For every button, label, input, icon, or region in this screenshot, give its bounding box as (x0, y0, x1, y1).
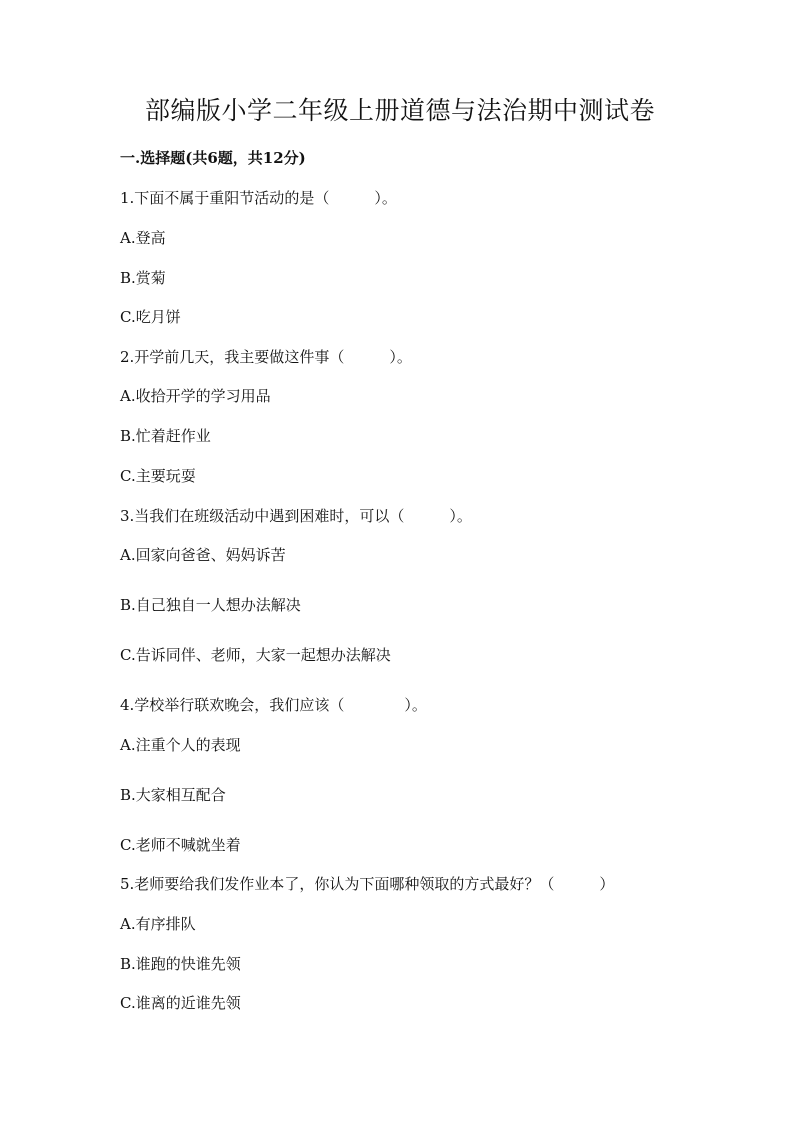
question-3-option-c: C.告诉同伴、老师，大家一起想办法解决 (120, 646, 391, 664)
question-1-option-a: A.登高 (120, 229, 166, 247)
question-3-option-a: A.回家向爸爸、妈妈诉苦 (120, 546, 286, 564)
question-5-option-c: C.谁离的近谁先领 (120, 994, 241, 1012)
question-4-option-c: C.老师不喊就坐着 (120, 836, 241, 854)
question-1-option-b: B.赏菊 (120, 269, 166, 287)
question-5-option-a: A.有序排队 (120, 915, 196, 933)
question-5-stem: 5.老师要给我们发作业本了，你认为下面哪种领取的方式最好？（ ） (120, 875, 615, 893)
question-1-option-c: C.吃月饼 (120, 308, 181, 326)
question-4-option-a: A.注重个人的表现 (120, 736, 241, 754)
question-5-option-b: B.谁跑的快谁先领 (120, 955, 241, 973)
section-heading: 一.选择题(共6题，共12分) (120, 149, 306, 167)
page-title: 部编版小学二年级上册道德与法治期中测试卷 (144, 96, 655, 125)
question-2-stem: 2.开学前几天，我主要做这件事（ ）。 (120, 348, 412, 366)
question-1-stem: 1.下面不属于重阳节活动的是（ ）。 (120, 189, 397, 207)
question-4-stem: 4.学校举行联欢晚会，我们应该（ ）。 (120, 696, 427, 714)
question-2-option-c: C.主要玩耍 (120, 467, 196, 485)
question-3-stem: 3.当我们在班级活动中遇到困难时，可以（ ）。 (120, 507, 472, 525)
question-2-option-a: A.收拾开学的学习用品 (120, 387, 271, 405)
question-4-option-b: B.大家相互配合 (120, 786, 226, 804)
question-3-option-b: B.自己独自一人想办法解决 (120, 596, 301, 614)
question-2-option-b: B.忙着赶作业 (120, 427, 211, 445)
